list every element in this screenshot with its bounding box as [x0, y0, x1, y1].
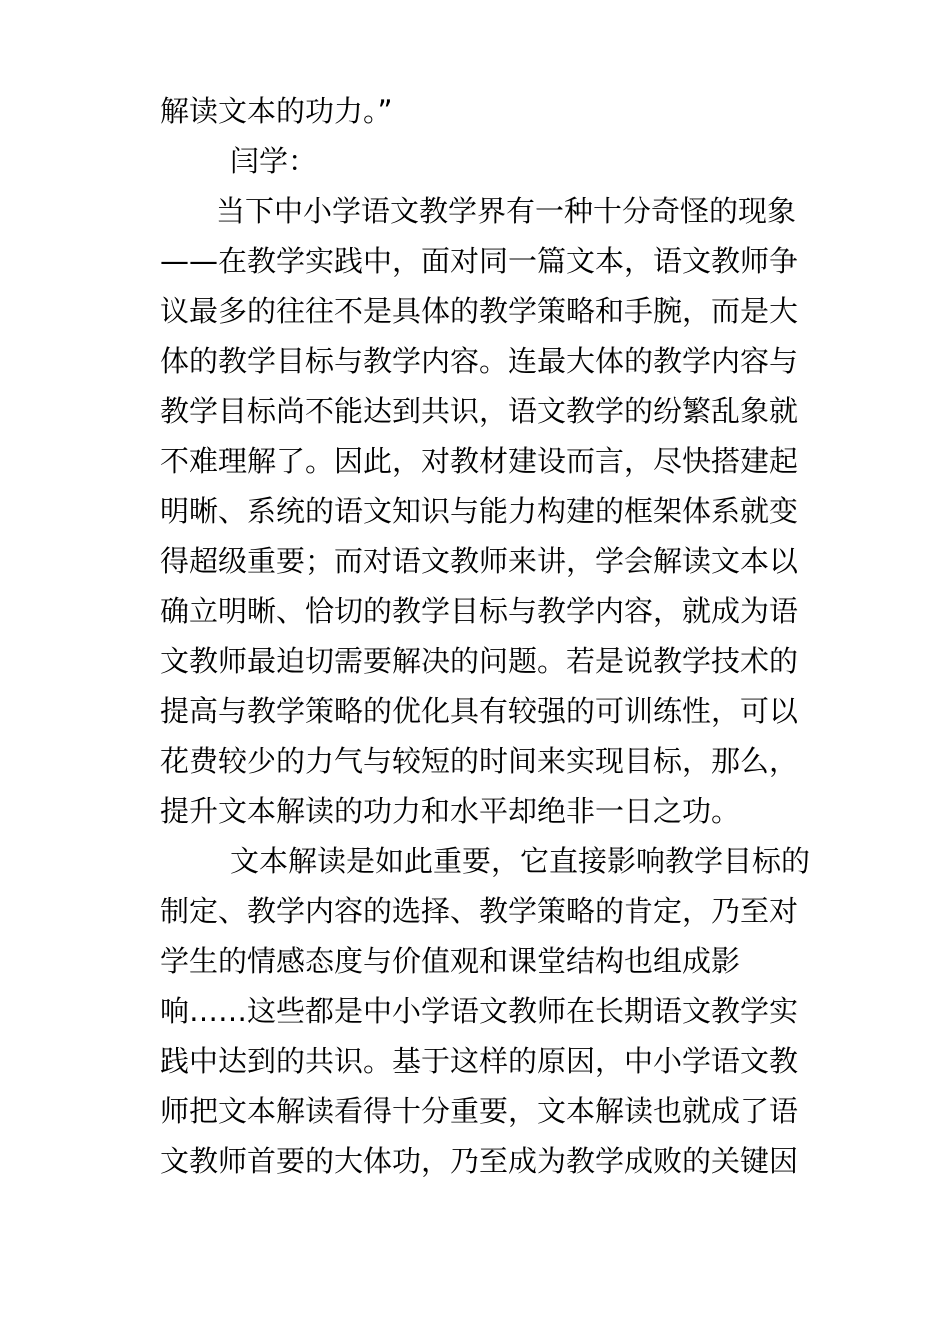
text-line: 体的教学目标与教学内容。连最大体的教学内容与	[160, 344, 799, 378]
text-line: ——在教学实践中，面对同一篇文本，语文教师争	[160, 244, 799, 278]
text-line: 确立明晰、恰切的教学目标与教学内容，就成为语	[160, 594, 799, 628]
text-line: 提升文本解读的功力和水平却绝非一日之功。	[160, 794, 741, 828]
text-line: 文教师首要的大体功，乃至成为教学成败的关键因	[160, 1144, 799, 1178]
text-line: 响……这些都是中小学语文教师在长期语文教学实	[160, 994, 799, 1028]
speaker-label: 闫学：	[230, 144, 318, 178]
text-line: 不难理解了。因此，对教材建设而言，尽快搭建起	[160, 444, 799, 478]
text-line: 文教师最迫切需要解决的问题。若是说教学技术的	[160, 644, 799, 678]
text-line: 提高与教学策略的优化具有较强的可训练性，可以	[160, 694, 799, 728]
text-line: 议最多的往往不是具体的教学策略和手腕，而是大	[160, 294, 799, 328]
text-line: 得超级重要；而对语文教师来讲，学会解读文本以	[160, 544, 799, 578]
text-line: 明晰、系统的语文知识与能力构建的框架体系就变	[160, 494, 799, 528]
text-line: 学生的情感态度与价值观和课堂结构也组成影	[160, 944, 741, 978]
text-line: 解读文本的功力。”	[160, 94, 393, 128]
text-line: 制定、教学内容的选择、教学策略的肯定，乃至对	[160, 894, 799, 928]
paragraph-start-line: 当下中小学语文教学界有一种十分奇怪的现象	[216, 194, 797, 228]
text-line: 践中达到的共识。基于这样的原因，中小学语文教	[160, 1044, 799, 1078]
document-body	[160, 86, 811, 1186]
paragraph-start-line: 文本解读是如此重要，它直接影响教学目标的	[230, 844, 811, 878]
text-line: 花费较少的力气与较短的时间来实现目标，那么，	[160, 744, 799, 778]
text-line: 教学目标尚不能达到共识，语文教学的纷繁乱象就	[160, 394, 799, 428]
text-line: 师把文本解读看得十分重要，文本解读也就成了语	[160, 1094, 799, 1128]
